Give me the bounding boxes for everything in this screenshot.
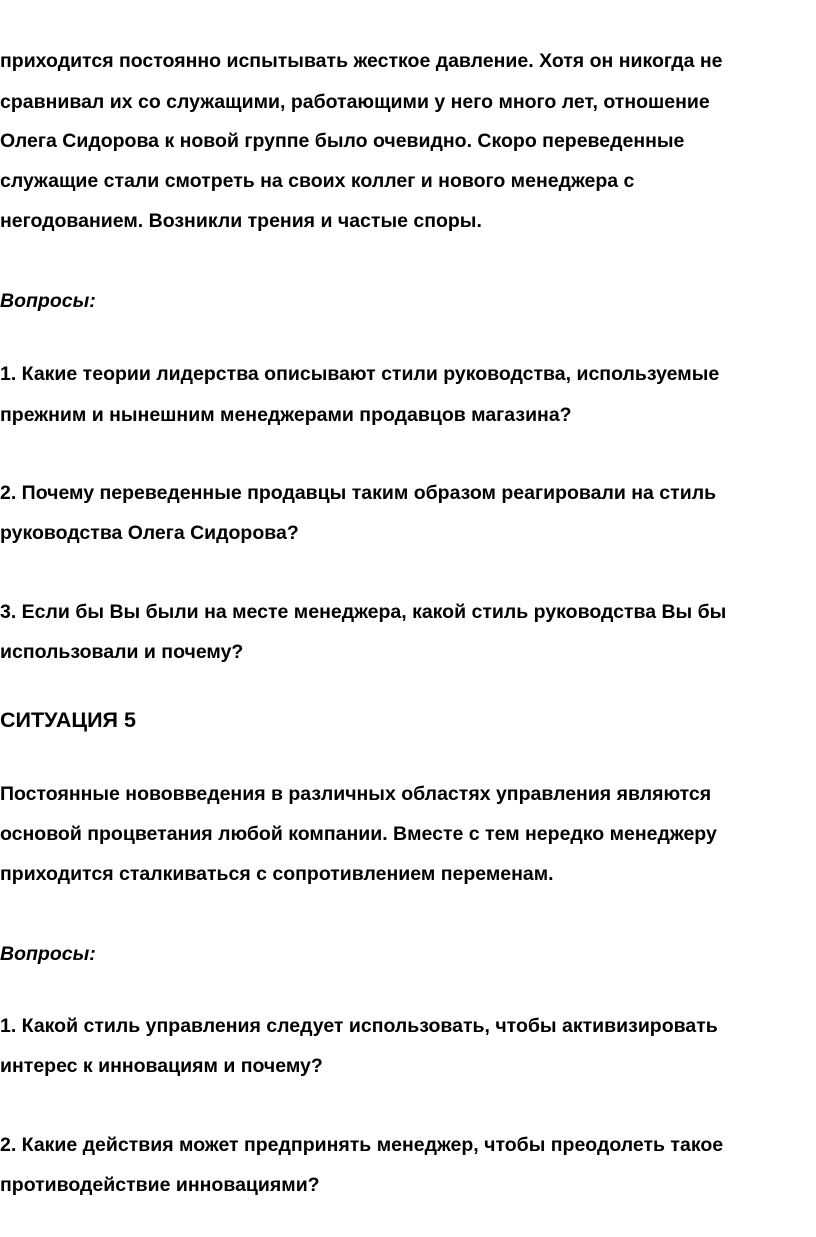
questions-label: Вопросы: [0, 290, 96, 312]
paragraph-line: приходится сталкиваться с сопротивлением переменам. [0, 863, 554, 885]
paragraph-line: приходится постоянно испытывать жесткое давление. Хотя он никогда не [0, 50, 723, 72]
paragraph-line: Олега Сидорова к новой группе было очевидно. Скоро переведенные [0, 130, 685, 152]
paragraph-line: основой процветания любой компании. Вместе с тем нередко менеджеру [0, 823, 717, 845]
paragraph-line: служащие стали смотреть на своих коллег и нового менеджера с [0, 170, 635, 192]
paragraph-line: сравнивал их со служащими, работающими у него много лет, отношение [0, 91, 710, 113]
question-line: 1. Какие теории лидерства описывают стили руководства, используемые [0, 363, 720, 385]
paragraph-line: негодованием. Возникли трения и частые споры. [0, 210, 482, 232]
question-line: интерес к инновациям и почему? [0, 1055, 323, 1077]
paragraph-line: Постоянные нововведения в различных областях управления являются [0, 783, 712, 805]
question-line: использовали и почему? [0, 641, 244, 663]
question-line: 2. Почему переведенные продавцы таким образом реагировали на стиль [0, 482, 717, 504]
question-line: 3. Если бы Вы были на месте менеджера, какой стиль руководства Вы бы [0, 601, 727, 623]
question-line: прежним и нынешним менеджерами продавцов магазина? [0, 404, 572, 426]
questions-label: Вопросы: [0, 943, 96, 965]
question-line: противодействие инновациями? [0, 1174, 320, 1196]
section-heading: СИТУАЦИЯ 5 [0, 708, 136, 732]
question-line: 2. Какие действия может предпринять менеджер, чтобы преодолеть такое [0, 1134, 724, 1156]
question-line: 1. Какой стиль управления следует использовать, чтобы активизировать [0, 1015, 718, 1037]
question-line: руководства Олега Сидорова? [0, 522, 299, 544]
